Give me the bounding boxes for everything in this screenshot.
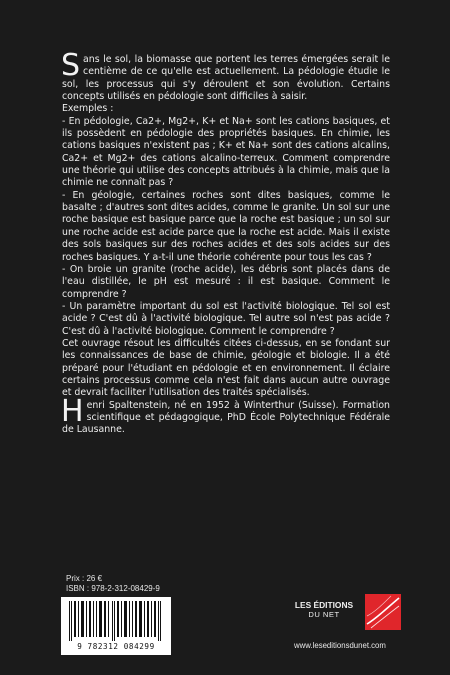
publisher-emblem-icon (365, 594, 401, 630)
book-description (61, 48, 390, 437)
intro-text: ans le sol, la biomasse que portent les terres émergées serait le centième de ce qu'elle est actuellement. La pédologie étudie le sol, les processus qui s'y déroulent et son évolution. Certains concepts utilisés en pédologie sont difficiles à saisir. (62, 54, 390, 103)
conclusion-paragraph: Cet ouvrage résout les difficultés citées ci-dessus, en se fondant sur les connaissances de base de chimie, géologie et biologie. Il a été préparé pour l'étudiant en pédologie et en environnement. Il éclaire certains processus comme cela n'est fait dans aucun autre ouvrage et devrait faciliter l'utilisation des traités spécialisés. (62, 337, 390, 399)
publisher-subname: DU NET (308, 610, 340, 619)
publisher-name: LES ÉDITIONS (294, 600, 354, 610)
example-item-4: - Un paramètre important du sol est l'activité biologique. Tel sol est acide ? C'est dû à l'activité biologique. Tel autre sol n'est pas acide ? C'est dû à l'activité biologique. Comment le comprendre ? (62, 300, 390, 337)
price-isbn-block (66, 574, 160, 594)
intro-paragraph (61, 48, 390, 103)
barcode-number: 9 782312 084299 (77, 642, 155, 651)
publisher-url: www.leseditionsdunet.com (294, 641, 386, 650)
price-label: Prix : 26 € (66, 574, 103, 583)
examples-heading: Exemples : (62, 103, 114, 115)
barcode-bars (67, 601, 165, 641)
publisher-logo (285, 592, 405, 642)
dropcap-h: H (61, 393, 84, 429)
author-bio-text: enri Spaltenstein, né en 1952 à Winterthur (Suisse). Formation scientifique et pédagogique, PhD École Polytechnique Fédérale de Lausanne. (62, 399, 390, 436)
example-item-1: - En pédologie, Ca2+, Mg2+, K+ et Na+ sont les cations basiques, et ils possèdent en pédologie des propriétés basiques. En chimie, les cations basiques n'existent pas ; K+ et Na+ sont des cations alcalins, Ca2+ et Mg2+ des cations alcalino-terreux. Comment comprendre une théorie qui utilise des concepts attribués à la chimie, mais que la chimie ne connaît pas ? (62, 115, 390, 189)
example-item-2: - En géologie, certaines roches sont dites basiques, comme le basalte ; d'autres sont dites acides, comme le granite. Un sol sur une roche basique est basique parce que la roche est basique ; un sol sur une roche acide est acide parce que la roche est acide. Mais il existe des sols basiques sur des roches acides et des sols acides sur des roches basiques. Y a-t-il une théorie cohérente pour tous les cas ? (62, 189, 390, 263)
dropcap-s: S (61, 48, 81, 83)
author-bio (61, 393, 390, 437)
barcode (61, 597, 171, 655)
example-item-3: - On broie un granite (roche acide), les débris sont placés dans de l'eau distillée, le pH est mesuré : il est basique. Comment le comprendre ? (62, 263, 390, 300)
isbn-label: ISBN : 978-2-312-08429-9 (66, 584, 160, 593)
